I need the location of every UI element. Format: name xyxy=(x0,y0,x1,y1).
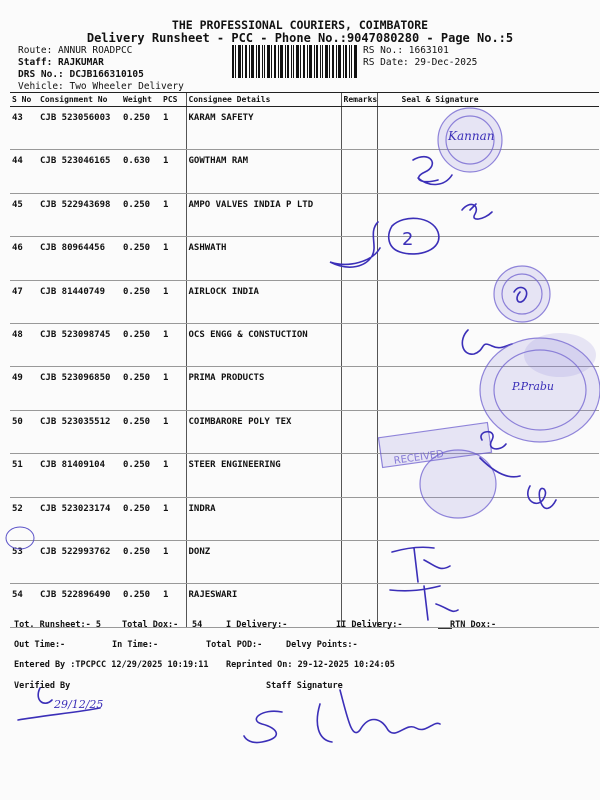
company-stamp-icon xyxy=(494,266,550,322)
rtn-dox: RTN Dox:- xyxy=(450,620,497,630)
row-weight: 0.250 xyxy=(121,454,161,497)
row-pcs: 1 xyxy=(161,193,186,236)
row-consignee: DONZ xyxy=(186,540,341,583)
row-consignee: PRIMA PRODUCTS xyxy=(186,367,341,410)
col-header-consignee: Consignee Details xyxy=(186,93,341,107)
total-dox-value: 54 xyxy=(192,620,203,630)
received-stamp-text: RECEIVED xyxy=(393,448,445,467)
col-header-consignment: Consignment No xyxy=(38,93,121,107)
signature-staff xyxy=(244,690,440,743)
row-pcs: 1 xyxy=(161,150,186,193)
row-pcs: 1 xyxy=(161,410,186,453)
document-title: THE PROFESSIONAL COURIERS, COIMBATORE xyxy=(171,18,429,32)
signature-scribble-46 xyxy=(330,218,439,267)
row-consignee: ASHWATH xyxy=(186,237,341,280)
col-header-remarks: Remarks xyxy=(341,93,377,107)
total-pod: Total POD:- xyxy=(206,640,263,650)
row-sno: 53 xyxy=(10,540,38,583)
handwritten-two: 2 xyxy=(402,229,414,250)
row-sno: 43 xyxy=(10,107,38,150)
route-label: Route: ANNUR ROADPCC xyxy=(18,45,133,56)
row-consignment: CJB 80964456 xyxy=(38,237,121,280)
row-sno: 49 xyxy=(10,367,38,410)
row-pcs: 1 xyxy=(161,497,186,540)
row-consignee: AIRLOCK INDIA xyxy=(186,280,341,323)
tot-runsheet: Tot. Runsheet:- 5 xyxy=(14,620,101,630)
col-header-sno: S No xyxy=(10,93,38,107)
row-sno: 46 xyxy=(10,237,38,280)
row-pcs: 1 xyxy=(161,540,186,583)
drs-number: DRS No.: DCJB166310105 xyxy=(18,69,144,80)
row-consignee: RAJESWARI xyxy=(186,584,341,627)
row-consignee: COIMBARORE POLY TEX xyxy=(186,410,341,453)
row-consignment: CJB 523023174 xyxy=(38,497,121,540)
circled-row-53-icon xyxy=(6,527,34,549)
row-sno: 48 xyxy=(10,323,38,366)
row-weight: 0.250 xyxy=(121,497,161,540)
signature-scribble-54 xyxy=(390,586,458,620)
row-consignment: CJB 523035512 xyxy=(38,410,121,453)
row-pcs: 1 xyxy=(161,584,186,627)
company-stamp-icon xyxy=(420,450,496,518)
row-sno: 45 xyxy=(10,193,38,236)
row-consignee: AMPO VALVES INDIA P LTD xyxy=(186,193,341,236)
out-time: Out Time:- xyxy=(14,640,66,650)
entered-by: Entered By :TPCPCC 12/29/2025 10:19:11 xyxy=(14,660,209,670)
verified-by-label: Verified By xyxy=(14,681,71,691)
ii-delivery: II Delivery:- xyxy=(336,620,403,630)
row-consignment: CJB 522993762 xyxy=(38,540,121,583)
row-weight: 0.250 xyxy=(121,323,161,366)
row-sno: 51 xyxy=(10,454,38,497)
row-pcs: 1 xyxy=(161,237,186,280)
row-weight: 0.250 xyxy=(121,410,161,453)
delvy-points: Delvy Points:- xyxy=(286,640,358,650)
row-consignment: CJB 81440749 xyxy=(38,280,121,323)
signature-prabu: P.Prabu xyxy=(512,380,555,393)
row-pcs: 1 xyxy=(161,367,186,410)
row-sno: 47 xyxy=(10,280,38,323)
row-pcs: 1 xyxy=(161,107,186,150)
row-sno: 54 xyxy=(10,584,38,627)
row-pcs: 1 xyxy=(161,280,186,323)
vehicle-label: Vehicle: Two Wheeler Delivery xyxy=(18,81,184,92)
row-pcs: 1 xyxy=(161,323,186,366)
col-header-seal: Seal & Signature xyxy=(377,93,599,107)
row-weight: 0.250 xyxy=(121,280,161,323)
row-weight: 0.250 xyxy=(121,107,161,150)
staff-signature-label: Staff Signature xyxy=(266,681,343,691)
staff-label: Staff: RAJKUMAR xyxy=(18,57,104,68)
runsheet-subtitle: Delivery Runsheet - PCC - Phone No.:9047080280 - Page No.:5 xyxy=(86,31,514,45)
row-consignment: CJB 523096850 xyxy=(38,367,121,410)
total-dox-label: Total Dox:- xyxy=(122,620,179,630)
rs-number: RS No.: 1663101 xyxy=(363,45,449,56)
row-sno: 52 xyxy=(10,497,38,540)
row-weight: 0.250 xyxy=(121,584,161,627)
row-pcs: 1 xyxy=(161,454,186,497)
row-consignee: GOWTHAM RAM xyxy=(186,150,341,193)
row-consignee: STEER ENGINEERING xyxy=(186,454,341,497)
row-consignee: OCS ENGG & CONSTUCTION xyxy=(186,323,341,366)
row-weight: 0.630 xyxy=(121,150,161,193)
row-consignment: CJB 522896490 xyxy=(38,584,121,627)
signature-scribble-52 xyxy=(528,486,556,508)
signature-scribble-53 xyxy=(392,547,450,582)
row-consignee: INDRA xyxy=(186,497,341,540)
in-time: In Time:- xyxy=(112,640,159,650)
row-consignment: CJB 523098745 xyxy=(38,323,121,366)
col-header-weight: Weight xyxy=(121,93,161,107)
row-consignment: CJB 522943698 xyxy=(38,193,121,236)
row-weight: 0.250 xyxy=(121,540,161,583)
row-sno: 44 xyxy=(10,150,38,193)
rs-date: RS Date: 29-Dec-2025 xyxy=(363,57,478,68)
row-consignment: CJB 523056003 xyxy=(38,107,121,150)
row-weight: 0.250 xyxy=(121,193,161,236)
signature-scribble-45 xyxy=(462,204,492,219)
col-header-pcs: PCS xyxy=(161,93,186,107)
row-consignment: CJB 523046165 xyxy=(38,150,121,193)
reprinted-on: Reprinted On: 29-12-2025 10:24:05 xyxy=(226,660,395,670)
signature-kannan: Kannan xyxy=(448,129,495,143)
row-consignee: KARAM SAFETY xyxy=(186,107,341,150)
row-consignment: CJB 81409104 xyxy=(38,454,121,497)
i-delivery: I Delivery:- xyxy=(226,620,288,630)
row-weight: 0.250 xyxy=(121,367,161,410)
row-sno: 50 xyxy=(10,410,38,453)
row-weight: 0.250 xyxy=(121,237,161,280)
handwritten-verified-date: 29/12/25 xyxy=(54,698,104,711)
